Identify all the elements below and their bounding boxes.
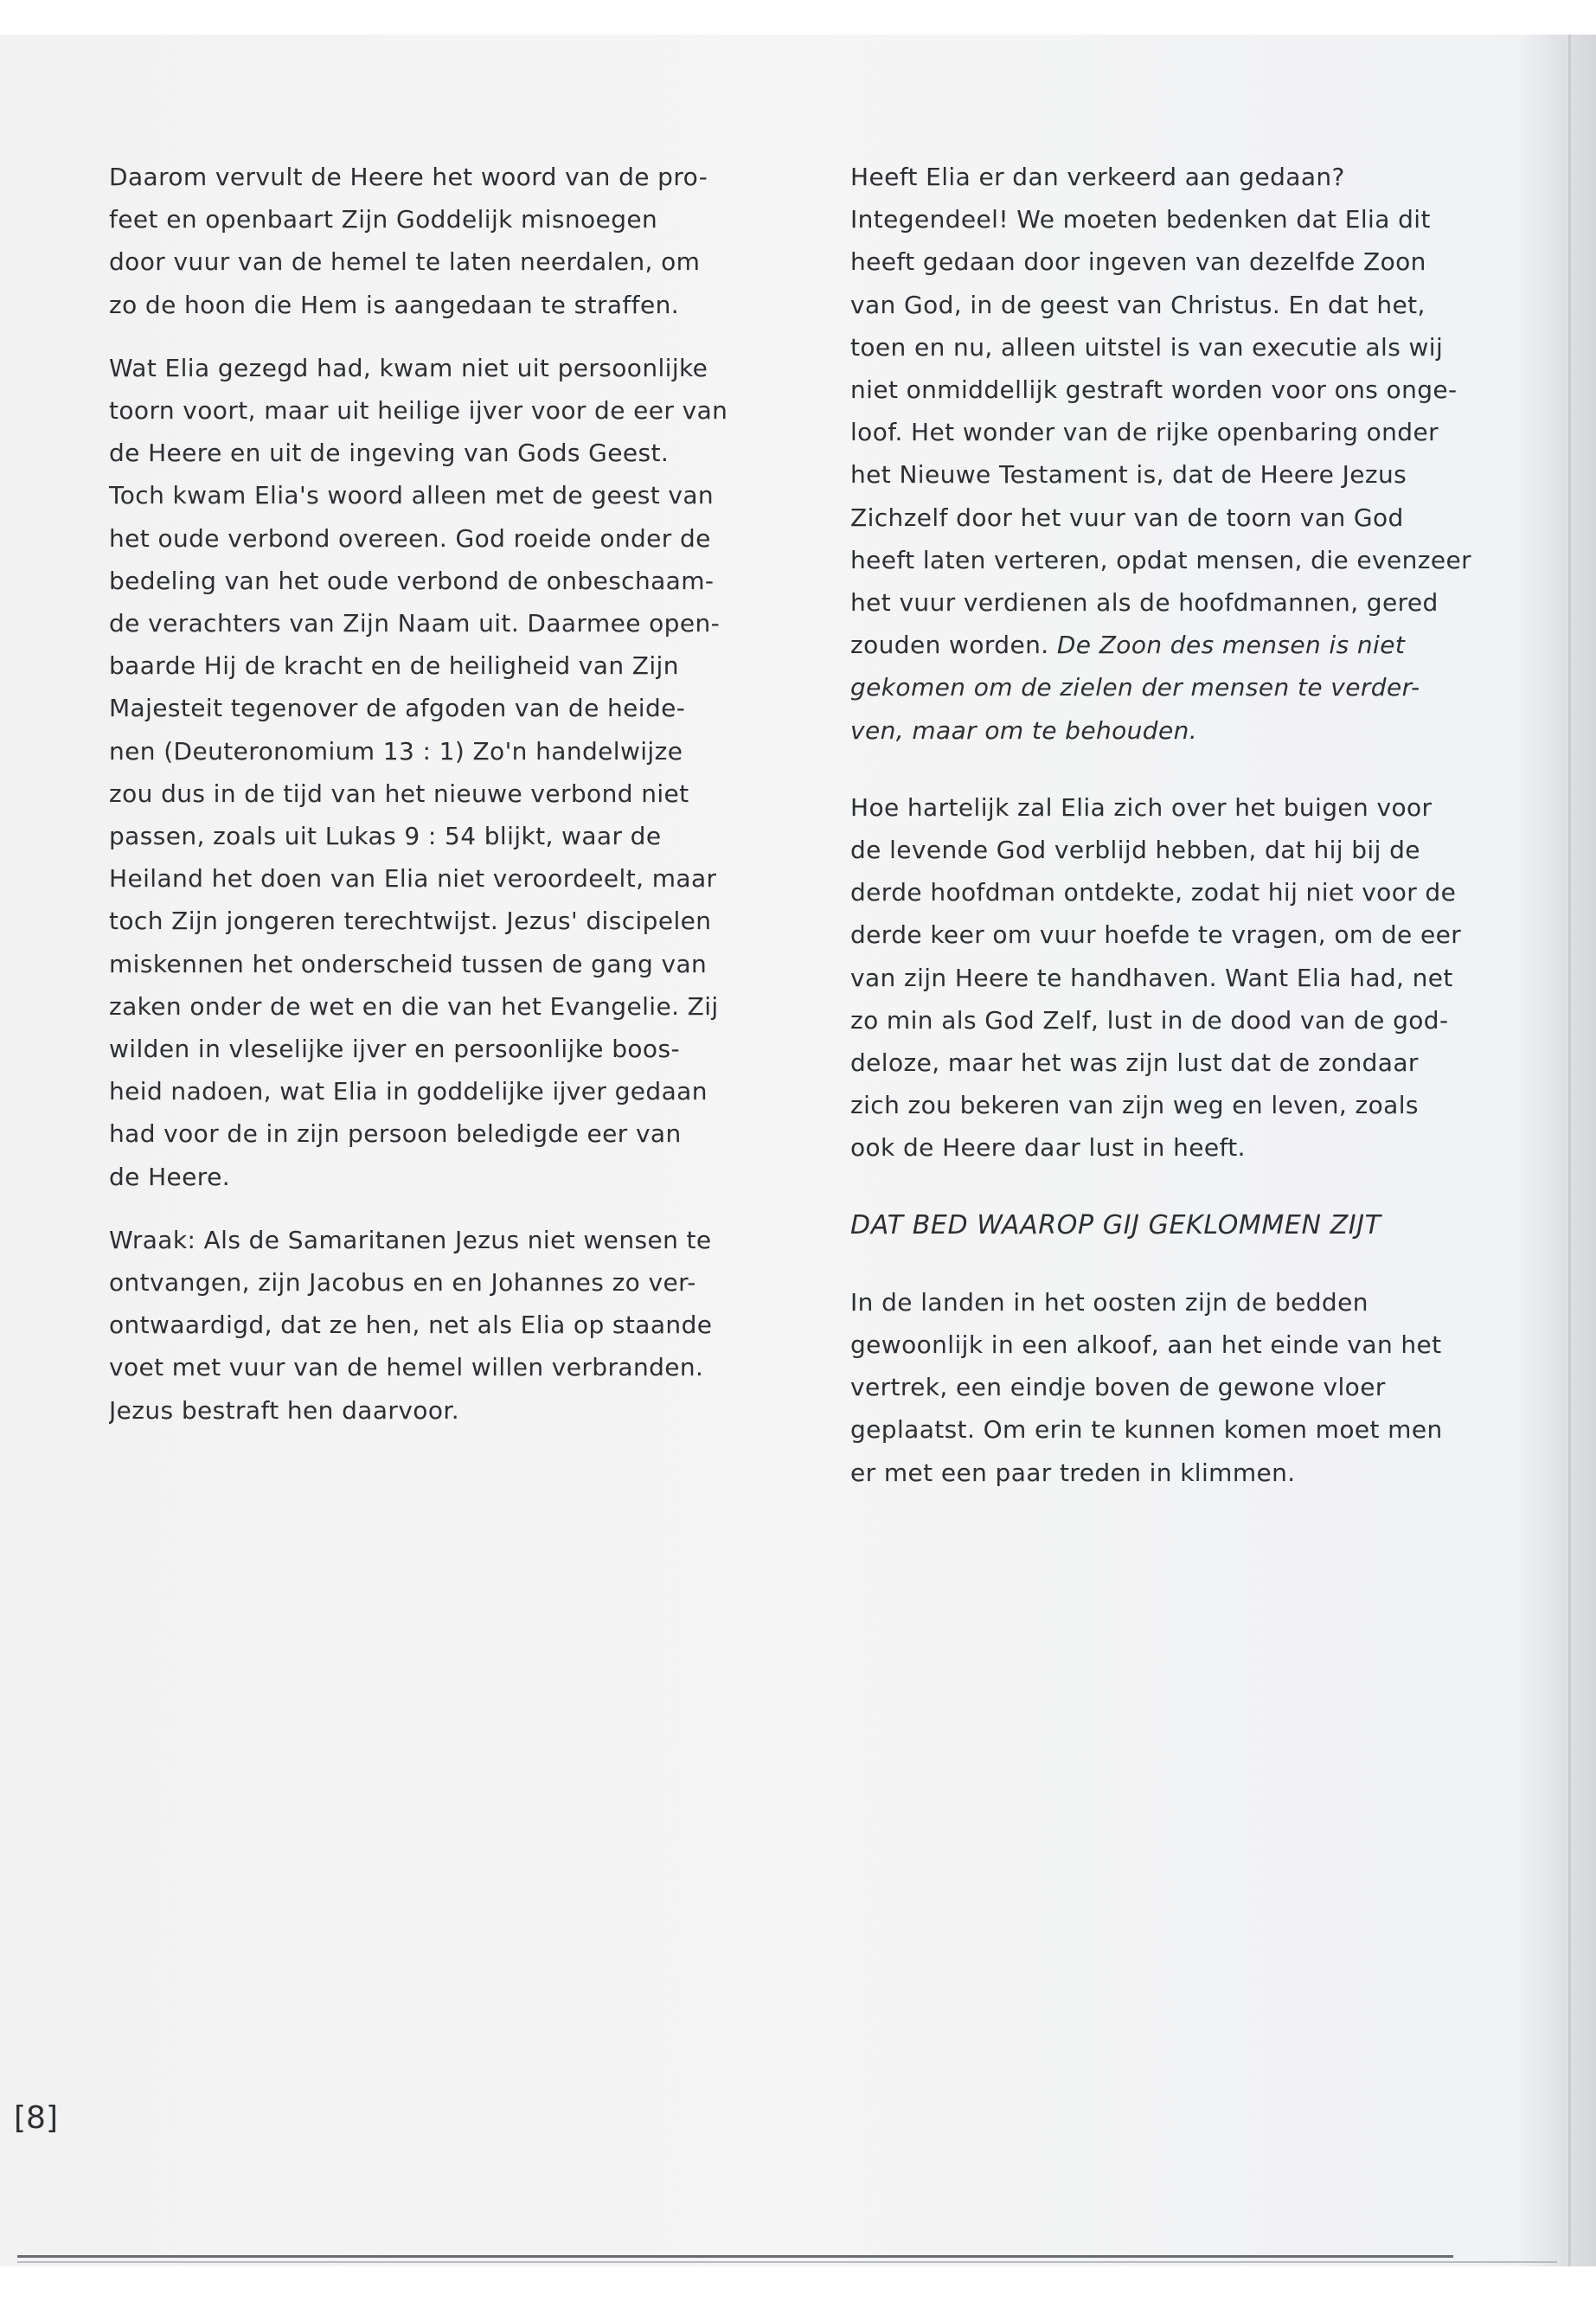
text-plain: zouden worden. (850, 631, 1057, 660)
text-line: Wat Elia gezegd had, kwam niet uit persoonlijke (109, 353, 708, 382)
text-line: toch Zijn jongeren terechtwijst. Jezus' discipelen (109, 907, 712, 936)
text-line: van God, in de geest van Christus. En dat het, (850, 290, 1426, 319)
page-edge-shadow (1518, 35, 1596, 2266)
text-line: geplaatst. Om erin te kunnen komen moet men (850, 1415, 1443, 1445)
text-line: passen, zoals uit Lukas 9 : 54 blijkt, waar de (109, 822, 662, 851)
text-line: Daarom vervult de Heere het woord van de pro- (109, 163, 708, 191)
text-line: deloze, maar het was zijn lust dat de zondaar (850, 1048, 1419, 1078)
text-line: van zijn Heere te handhaven. Want Elia had, net (850, 963, 1453, 992)
right-paragraph-2 (850, 786, 1482, 1170)
text-line: Zichzelf door het vuur van de toorn van God (850, 503, 1404, 532)
text-line: vertrek, een eindje boven de gewone vloer (850, 1373, 1386, 1402)
text-line: ook de Heere daar lust in heeft. (850, 1133, 1246, 1163)
text-line: Toch kwam Elia's woord alleen met de geest van (109, 481, 715, 510)
text-line: zo de hoon die Hem is aangedaan te straffen. (109, 290, 680, 319)
text-line: Hoe hartelijk zal Elia zich over het buigen voor (850, 792, 1433, 822)
text-line: het oude verbond overeen. God roeide onder de (109, 523, 711, 553)
left-column (109, 156, 740, 1452)
text-line: de Heere. (109, 1162, 231, 1191)
text-line: de verachters van Zijn Naam uit. Daarmee open- (109, 609, 721, 638)
page-edge-line (1568, 35, 1571, 2266)
right-column (850, 156, 1482, 1515)
text-line: niet onmiddellijk gestraft worden voor ons onge- (850, 375, 1458, 405)
text-line: zich zou bekeren van zijn weg en leven, zoals (850, 1091, 1419, 1120)
left-paragraph-1 (109, 156, 740, 326)
text-line: Jezus bestraft hen daarvoor. (109, 1395, 459, 1425)
text-line: toorn voort, maar uit heilige ijver voor de eer van (109, 396, 728, 426)
text-line: het Nieuwe Testament is, dat de Heere Jezus (850, 460, 1407, 490)
right-paragraph-3 (850, 1281, 1482, 1494)
text-line: Wraak: Als de Samaritanen Jezus niet wensen te (109, 1225, 712, 1254)
text-line: derde keer om vuur hoefde te vragen, om de eer (850, 920, 1462, 950)
text-line: wilden in vleselijke ijver en persoonlijke boos- (109, 1035, 680, 1064)
text-line: feet en openbaart Zijn Goddelijk misnoegen (109, 205, 658, 234)
text-line: voet met vuur van de hemel willen verbranden. (109, 1353, 704, 1382)
text-line: Heiland het doen van Elia niet veroordeelt, maar (109, 864, 717, 894)
text-line: heeft gedaan door ingeven van dezelfde Zoon (850, 247, 1426, 277)
left-paragraph-3 (109, 1219, 740, 1432)
section-heading: DAT BED WAAROP GIJ GEKLOMMEN ZIJT (850, 1209, 1381, 1240)
right-paragraph-1 (850, 156, 1482, 752)
text-line: heeft laten verteren, opdat mensen, die evenzeer (850, 545, 1472, 574)
text-line: er met een paar treden in klimmen. (850, 1458, 1296, 1487)
text-line: had voor de in zijn persoon beledigde eer van (109, 1119, 682, 1149)
left-paragraph-2 (109, 347, 740, 1198)
text-line: zaken onder de wet en die van het Evangelie. Zij (109, 991, 719, 1021)
text-italic: De Zoon des mensen is niet (1056, 631, 1406, 660)
bottom-rule-secondary (17, 2261, 1557, 2263)
text-line-italic: ven, maar om te behouden. (850, 715, 1198, 745)
text-line: baarde Hij de kracht en de heiligheid van Zijn (109, 651, 679, 681)
text-line: heid nadoen, wat Elia in goddelijke ijver gedaan (109, 1077, 708, 1106)
text-line: ontvangen, zijn Jacobus en en Johannes zo ver- (109, 1268, 696, 1298)
text-line (850, 624, 1482, 666)
text-line: Integendeel! We moeten bedenken dat Elia dit (850, 205, 1431, 234)
text-line: toen en nu, alleen uitstel is van executie als wij (850, 332, 1444, 362)
text-line: zou dus in de tijd van het nieuwe verbond niet (109, 779, 689, 808)
text-line: de levende God verblijd hebben, dat hij bij de (850, 836, 1420, 865)
text-line: het vuur verdienen als de hoofdmannen, gered (850, 588, 1439, 618)
text-line: loof. Het wonder van de rijke openbaring onder (850, 418, 1439, 447)
text-line: gewoonlijk in een alkoof, aan het einde van het (850, 1330, 1442, 1360)
text-line: ontwaardigd, dat ze hen, net als Elia op staande (109, 1311, 713, 1340)
text-line: de Heere en uit de ingeving van Gods Geest. (109, 439, 670, 468)
text-line: In de landen in het oosten zijn de bedden (850, 1287, 1368, 1317)
text-line: nen (Deuteronomium 13 : 1) Zo'n handelwijze (109, 736, 683, 766)
text-line: miskennen het onderscheid tussen de gang van (109, 949, 708, 978)
text-line: derde hoofdman ontdekte, zodat hij niet voor de (850, 878, 1457, 907)
bottom-rule (17, 2255, 1453, 2258)
text-line: Majesteit tegenover de afgoden van de heide- (109, 694, 686, 723)
text-line: bedeling van het oude verbond de onbeschaam- (109, 566, 715, 595)
text-line: door vuur van de hemel te laten neerdalen, om (109, 247, 701, 277)
page-number: [8] (14, 2100, 58, 2136)
text-line: zo min als God Zelf, lust in de dood van de god- (850, 1005, 1449, 1035)
text-line: Heeft Elia er dan verkeerd aan gedaan? (850, 163, 1345, 191)
text-line-italic: gekomen om de zielen der mensen te verder- (850, 673, 1420, 702)
